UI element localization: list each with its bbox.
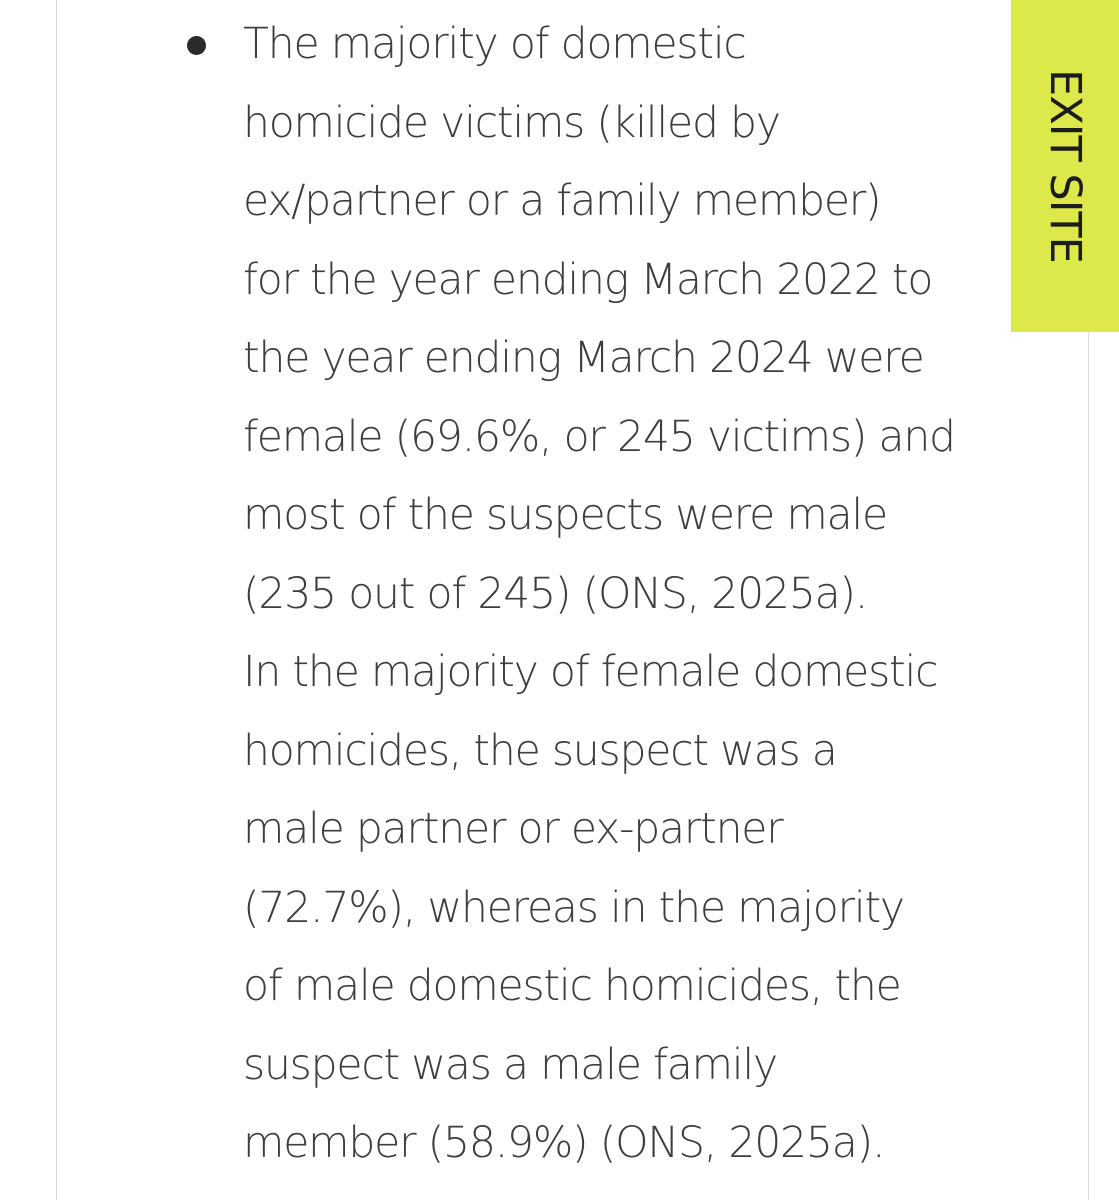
content-left-border: [56, 0, 57, 1200]
exit-site-label: EXIT SITE: [1040, 69, 1090, 263]
bullet-text: The majority of domestic homicide victims (killed by ex/partner or a family member) for the year ending March 2022 to the year ending March 2024 were female (69.6%, or 245 victims) and most of the suspects were male (235 out of 245) (ONS, 2025a). In the majority of female domestic homicides, the suspect was a male partner or ex-partner (72.7%), whereas in the majority of male domestic homicides, the suspect was a male family member (58.9%) (ONS, 2025a).: [243, 20, 955, 1168]
exit-site-button[interactable]: [1011, 0, 1119, 332]
bullet-icon: [187, 36, 206, 55]
